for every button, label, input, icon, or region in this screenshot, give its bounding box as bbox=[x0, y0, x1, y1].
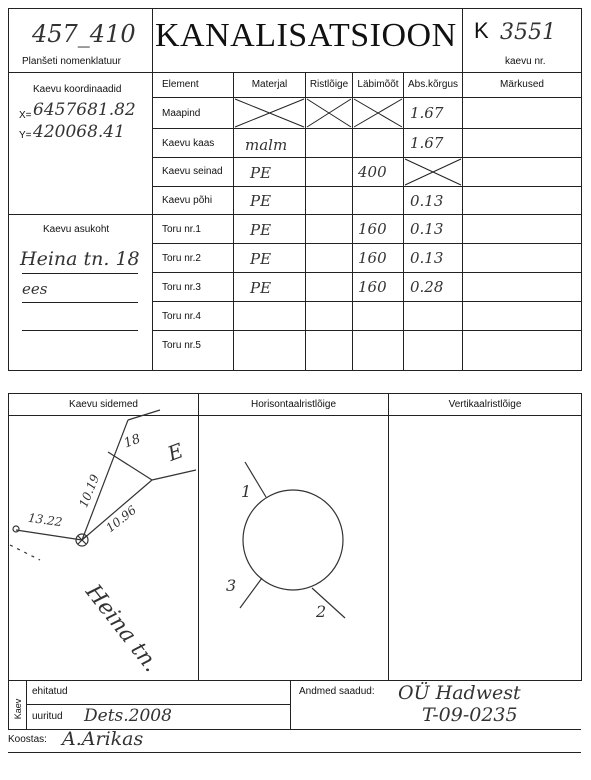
materjal-value: PE bbox=[250, 250, 272, 268]
dim-13-22: 13.22 bbox=[27, 510, 64, 530]
materjal-value: malm bbox=[245, 136, 288, 154]
coords-y-value: 420068.41 bbox=[33, 122, 125, 142]
row-element: Kaevu kaas bbox=[162, 138, 215, 149]
materjal-value: PE bbox=[250, 164, 272, 182]
kaevu-nr-number: 3551 bbox=[500, 20, 556, 45]
sidemed-label: Kaevu sidemed bbox=[69, 399, 138, 410]
col-markused: Märkused bbox=[500, 79, 544, 90]
labimoot-value: 160 bbox=[358, 220, 387, 238]
labimoot-value: 400 bbox=[358, 163, 387, 181]
coords-x-prefix: X= bbox=[19, 110, 32, 121]
materjal-value: PE bbox=[250, 221, 272, 239]
coords-label: Kaevu koordinaadid bbox=[33, 84, 122, 95]
pipe-label-3: 3 bbox=[226, 576, 237, 595]
abs-value: 0.13 bbox=[410, 249, 444, 267]
row-element: Maapind bbox=[162, 108, 201, 119]
dim-e: E bbox=[164, 438, 187, 466]
abs-value: 0.13 bbox=[410, 220, 444, 238]
dim-10-96: 10.96 bbox=[103, 502, 140, 536]
materjal-value: PE bbox=[250, 279, 272, 297]
asukoht-label: Kaevu asukoht bbox=[43, 224, 110, 235]
asukoht-line1: Heina tn. 18 bbox=[20, 248, 140, 270]
abs-value: 0.28 bbox=[410, 278, 444, 296]
abs-value: 1.67 bbox=[410, 134, 444, 152]
row-element: Toru nr.3 bbox=[162, 282, 201, 293]
koostas-value: A.Arikas bbox=[62, 728, 144, 750]
manhole-circle bbox=[243, 490, 343, 590]
coords-y-prefix: Y= bbox=[19, 130, 32, 141]
uuritud-label: uuritud bbox=[32, 711, 63, 722]
row-element: Kaevu põhi bbox=[162, 195, 213, 206]
row-element: Toru nr.4 bbox=[162, 311, 201, 322]
abs-value: 0.13 bbox=[410, 192, 444, 210]
andmed-value-2: T-09-0235 bbox=[422, 704, 518, 726]
col-labimoot: Läbimõõt bbox=[357, 79, 399, 90]
row-element: Kaevu seinad bbox=[162, 166, 223, 177]
horisontaal-label: Horisontaalristlõige bbox=[250, 399, 337, 410]
street-name: Heina tn. bbox=[80, 580, 164, 677]
vertikaal-label: Vertikaalristlõige bbox=[448, 399, 522, 410]
row-element: Toru nr.5 bbox=[162, 340, 201, 351]
kaevu-nr-prefix: K bbox=[474, 18, 489, 43]
page-title: KANALISATSIOON bbox=[155, 17, 457, 54]
dim-18: 18 bbox=[121, 431, 143, 452]
pipe-label-2: 2 bbox=[316, 602, 327, 621]
asukoht-line2: ees bbox=[22, 280, 48, 298]
ehitatud-label: ehitatud bbox=[32, 686, 68, 697]
koostas-label: Koostas: bbox=[8, 734, 47, 745]
andmed-label: Andmed saadud: bbox=[299, 686, 375, 697]
col-ristloige: Ristlõige bbox=[309, 79, 349, 90]
labimoot-value: 160 bbox=[358, 278, 387, 296]
abs-value: 1.67 bbox=[410, 104, 444, 122]
row-element: Toru nr.2 bbox=[162, 253, 201, 264]
col-element: Element bbox=[162, 79, 199, 90]
col-materjal: Materjal bbox=[251, 79, 288, 90]
coords-x-value: 6457681.82 bbox=[33, 100, 136, 120]
kaevu-nr-label: kaevu nr. bbox=[505, 56, 546, 67]
col-abs-korgus: Abs.kõrgus bbox=[407, 79, 459, 90]
kaev-label: Kaev bbox=[13, 698, 23, 720]
labimoot-value: 160 bbox=[358, 249, 387, 267]
planseti-value: 457_410 bbox=[32, 20, 136, 48]
pipe-line bbox=[240, 578, 262, 608]
uuritud-value: Dets.2008 bbox=[84, 706, 172, 726]
row-element: Toru nr.1 bbox=[162, 224, 201, 235]
materjal-value: PE bbox=[250, 192, 272, 210]
pipe-label-1: 1 bbox=[241, 482, 252, 501]
dim-10-19: 10.19 bbox=[76, 472, 103, 510]
andmed-value-1: OÜ Hadwest bbox=[398, 682, 521, 704]
planseti-label: Planšeti nomenklatuur bbox=[22, 56, 121, 67]
